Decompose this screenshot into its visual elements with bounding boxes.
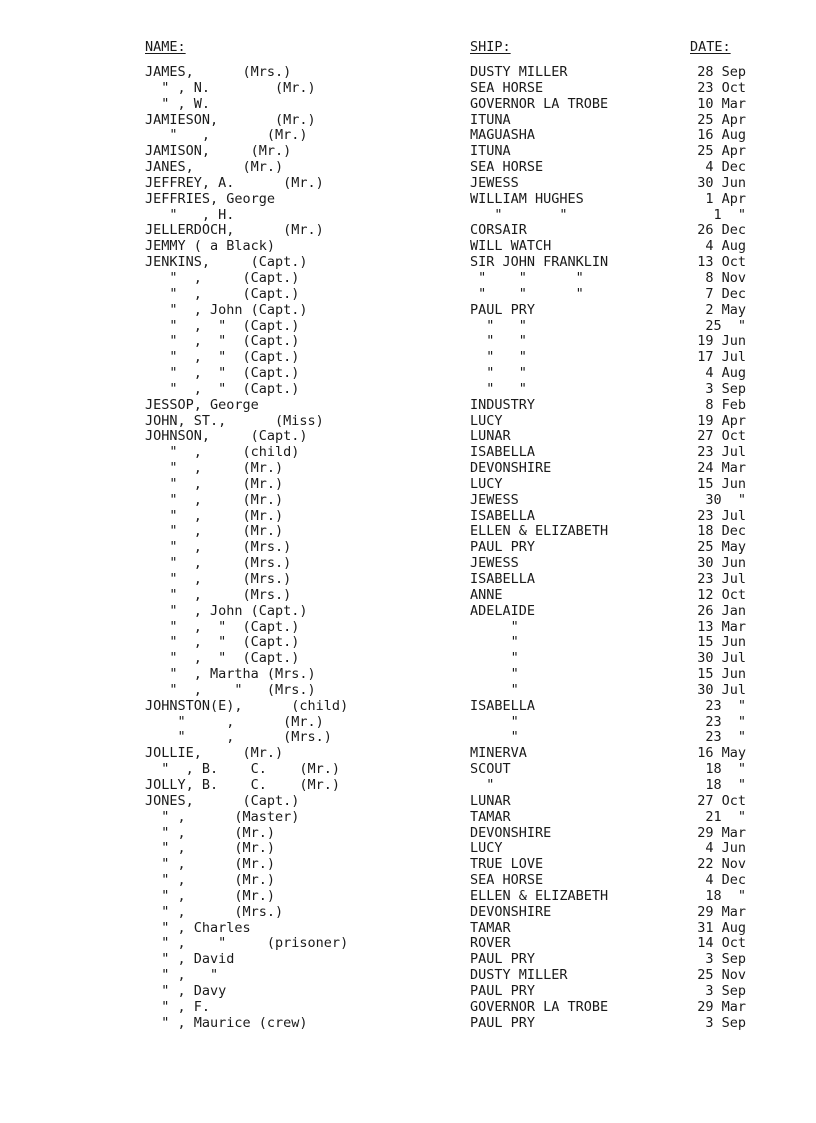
ship-name: SIR JOHN FRANKLIN (470, 254, 609, 271)
passenger-name: " , (Mr.) (145, 824, 276, 841)
table-row (0, 620, 816, 636)
passenger-name: JEFFRIES, George (145, 190, 276, 207)
table-row (0, 81, 816, 97)
ship-name: LUNAR (470, 428, 511, 445)
passenger-name: " , " (Capt.) (145, 365, 300, 382)
arrival-date: 29 Mar (697, 903, 746, 920)
arrival-date: 19 Apr (697, 412, 746, 429)
passenger-name: " , " (145, 967, 219, 984)
ship-name: ISABELLA (470, 697, 536, 714)
passenger-name: " , Martha (Mrs.) (145, 666, 316, 683)
arrival-date: 13 Oct (697, 254, 746, 271)
table-row (0, 588, 816, 604)
ship-name: PAUL PRY (470, 301, 536, 318)
table-row (0, 445, 816, 461)
table-row (0, 746, 816, 762)
arrival-date: 28 Sep (697, 64, 746, 80)
arrival-date: 30 Jun (697, 174, 746, 191)
arrival-date: 23 Jul (697, 571, 746, 587)
table-row (0, 461, 816, 477)
table-row (0, 97, 816, 113)
table-row (0, 857, 816, 873)
arrival-date: 29 Mar (697, 824, 746, 841)
arrival-date: 4 Dec (705, 159, 746, 176)
passenger-name: JOHNSTON(E), (child) (145, 697, 349, 714)
table-row (0, 984, 816, 1000)
table-row (0, 889, 816, 905)
table-row (0, 572, 816, 588)
passenger-name: " , Maurice (crew) (145, 1014, 308, 1031)
ship-name: ADELAIDE (470, 602, 536, 619)
passenger-name: " , (Mrs.) (145, 729, 332, 746)
ship-name: DEVONSHIRE (470, 460, 552, 477)
arrival-date: 23 " (705, 697, 746, 714)
passenger-name: " , (Mr.) (145, 713, 324, 730)
passenger-name: " , (Mr.) (145, 475, 284, 492)
ship-name: ISABELLA (470, 507, 536, 524)
ship-name: LUCY (470, 475, 503, 492)
table-row (0, 350, 816, 366)
ship-name: " (470, 729, 519, 746)
arrival-date: 18 " (705, 776, 746, 793)
ship-name: " (470, 650, 519, 667)
arrival-date: 18 " (705, 887, 746, 904)
table-row (0, 303, 816, 319)
ship-name: ISABELLA (470, 444, 536, 461)
arrival-date: 15 Jun (697, 666, 746, 683)
table-row (0, 841, 816, 857)
arrival-date: 26 Jan (697, 602, 746, 619)
passenger-name: " , W. (145, 95, 211, 112)
passenger-list (0, 65, 816, 1031)
header-ship: SHIP: (470, 39, 511, 55)
ship-name: " (470, 634, 519, 651)
arrival-date: 12 Oct (697, 586, 746, 603)
table-row (0, 382, 816, 398)
ship-name: ELLEN & ELIZABETH (470, 523, 609, 540)
arrival-date: 24 Mar (697, 460, 746, 477)
passenger-name: " , (Mr.) (145, 840, 276, 857)
passenger-name: " , " (Capt.) (145, 349, 300, 366)
arrival-date: 25 May (697, 539, 746, 556)
passenger-name: " , (Mrs.) (145, 539, 292, 556)
passenger-name: JAMIESON, (Mr.) (145, 111, 316, 128)
passenger-name: JELLERDOCH, (Mr.) (145, 222, 324, 239)
arrival-date: 25 Nov (697, 967, 746, 984)
ship-name: CORSAIR (470, 222, 527, 239)
table-row (0, 556, 816, 572)
header-date: DATE: (690, 39, 731, 55)
passenger-name: " , (child) (145, 444, 300, 461)
table-row (0, 730, 816, 746)
table-row (0, 1016, 816, 1032)
ship-name: SEA HORSE (470, 79, 544, 96)
ship-name: GOVERNOR LA TROBE (470, 998, 609, 1015)
passenger-name: JONES, (Capt.) (145, 792, 300, 809)
arrival-date: 25 Apr (697, 143, 746, 160)
arrival-date: 1 " (713, 206, 746, 223)
ship-name: " " (470, 380, 527, 397)
arrival-date: 23 " (705, 713, 746, 730)
arrival-date: 30 Jun (697, 555, 746, 572)
table-row (0, 113, 816, 129)
arrival-date: 18 " (705, 761, 746, 778)
passenger-name: JOHN, ST., (Miss) (145, 412, 324, 429)
passenger-name: " , " (Mrs.) (145, 681, 316, 698)
ship-name: ELLEN & ELIZABETH (470, 887, 609, 904)
ship-name: MAGUASHA (470, 127, 536, 144)
passenger-name: " , " (prisoner) (145, 935, 349, 952)
arrival-date: 19 Jun (697, 333, 746, 350)
table-row (0, 1000, 816, 1016)
ship-name: TAMAR (470, 919, 511, 936)
passenger-name: " , David (145, 951, 235, 968)
arrival-date: 2 May (705, 301, 746, 318)
ship-name: PAUL PRY (470, 951, 536, 968)
arrival-date: 23 Oct (697, 79, 746, 96)
ship-name: LUCY (470, 412, 503, 429)
table-row (0, 509, 816, 525)
arrival-date: 1 Apr (705, 190, 746, 207)
ship-name: JEWESS (470, 174, 519, 191)
arrival-date: 23 Jul (697, 507, 746, 524)
ship-name: " (470, 776, 495, 793)
arrival-date: 4 Dec (705, 872, 746, 889)
table-row (0, 794, 816, 810)
passenger-name: JOLLIE, (Mr.) (145, 745, 284, 762)
arrival-date: 8 Feb (705, 396, 746, 413)
passenger-name: " , (Master) (145, 808, 300, 825)
table-row (0, 334, 816, 350)
arrival-date: 25 " (705, 317, 746, 334)
ship-name: PAUL PRY (470, 982, 536, 999)
ship-name: ISABELLA (470, 571, 536, 587)
arrival-date: 21 " (705, 808, 746, 825)
ship-name: PAUL PRY (470, 1014, 536, 1031)
ship-name: MINERVA (470, 745, 527, 762)
arrival-date: 30 Jul (697, 650, 746, 667)
passenger-name: JENKINS, (Capt.) (145, 254, 308, 271)
ship-name: ANNE (470, 586, 503, 603)
arrival-date: 18 Dec (697, 523, 746, 540)
passenger-name: JOLLY, B. C. (Mr.) (145, 776, 341, 793)
ship-name: " " " (470, 269, 584, 286)
ship-name: " " (470, 333, 527, 350)
passenger-name: " , (Mr.) (145, 460, 284, 477)
table-row (0, 319, 816, 335)
passenger-name: " , (Mr.) (145, 523, 284, 540)
table-row (0, 160, 816, 176)
table-row (0, 952, 816, 968)
passenger-name: " , B. C. (Mr.) (145, 761, 341, 778)
header-name: NAME: (145, 39, 186, 55)
arrival-date: 4 Aug (705, 238, 746, 255)
ship-name: " (470, 681, 519, 698)
table-row (0, 921, 816, 937)
passenger-name: JEFFREY, A. (Mr.) (145, 174, 324, 191)
ship-name: DEVONSHIRE (470, 824, 552, 841)
ship-name: " (470, 713, 519, 730)
passenger-name: JESSOP, George (145, 396, 259, 413)
passenger-name: " , H. (145, 206, 235, 223)
passenger-name: " , (Capt.) (145, 285, 300, 302)
ship-name: " " (470, 365, 527, 382)
arrival-date: 22 Nov (697, 856, 746, 873)
arrival-date: 13 Mar (697, 618, 746, 635)
table-row (0, 715, 816, 731)
table-row (0, 176, 816, 192)
arrival-date: 27 Oct (697, 792, 746, 809)
ship-name: SEA HORSE (470, 159, 544, 176)
arrival-date: 16 May (697, 745, 746, 762)
table-row (0, 968, 816, 984)
arrival-date: 27 Oct (697, 428, 746, 445)
arrival-date: 15 Jun (697, 475, 746, 492)
arrival-date: 23 Jul (697, 444, 746, 461)
table-row (0, 65, 816, 81)
table-row (0, 398, 816, 414)
arrival-date: 3 Sep (705, 380, 746, 397)
table-row (0, 873, 816, 889)
ship-name: ITUNA (470, 143, 511, 160)
table-row (0, 255, 816, 271)
arrival-date: 29 Mar (697, 998, 746, 1015)
arrival-date: 16 Aug (697, 127, 746, 144)
ship-name: ROVER (470, 935, 511, 952)
table-row (0, 287, 816, 303)
ship-name: JEWESS (470, 491, 519, 508)
ship-name: SCOUT (470, 761, 511, 778)
table-row (0, 778, 816, 794)
passenger-name: " , (Mrs.) (145, 903, 284, 920)
table-row (0, 683, 816, 699)
passenger-name: " , " (Capt.) (145, 333, 300, 350)
ship-name: " " (470, 317, 527, 334)
passenger-name: " , " (Capt.) (145, 317, 300, 334)
passenger-name: " , (Mr.) (145, 491, 284, 508)
passenger-name: JAMES, (Mrs.) (145, 64, 292, 80)
arrival-date: 30 " (705, 491, 746, 508)
table-row (0, 651, 816, 667)
passenger-name: " , (Mr.) (145, 887, 276, 904)
table-row (0, 493, 816, 509)
table-row (0, 271, 816, 287)
table-row (0, 905, 816, 921)
ship-name: ITUNA (470, 111, 511, 128)
passenger-name: " , Davy (145, 982, 227, 999)
table-row (0, 635, 816, 651)
table-row (0, 667, 816, 683)
arrival-date: 26 Dec (697, 222, 746, 239)
table-row (0, 429, 816, 445)
table-row (0, 936, 816, 952)
table-row (0, 239, 816, 255)
ship-name: JEWESS (470, 555, 519, 572)
ship-name: " " (470, 349, 527, 366)
passenger-name: " , (Capt.) (145, 269, 300, 286)
arrival-date: 23 " (705, 729, 746, 746)
table-row (0, 810, 816, 826)
passenger-name: " , F. (145, 998, 211, 1015)
table-row (0, 477, 816, 493)
passenger-name: " , John (Capt.) (145, 602, 308, 619)
ship-name: WILLIAM HUGHES (470, 190, 584, 207)
arrival-date: 4 Aug (705, 365, 746, 382)
table-row (0, 128, 816, 144)
ship-name: SEA HORSE (470, 872, 544, 889)
table-row (0, 699, 816, 715)
passenger-name: " , " (Capt.) (145, 650, 300, 667)
passenger-name: " , " (Capt.) (145, 618, 300, 635)
passenger-name: " , " (Capt.) (145, 634, 300, 651)
table-row (0, 524, 816, 540)
arrival-date: 8 Nov (705, 269, 746, 286)
arrival-date: 3 Sep (705, 951, 746, 968)
table-row (0, 826, 816, 842)
ship-name: " " " (470, 285, 584, 302)
ship-name: " " (470, 206, 568, 223)
passenger-name: " , (Mrs.) (145, 586, 292, 603)
ship-name: INDUSTRY (470, 396, 536, 413)
passenger-name: " , Charles (145, 919, 251, 936)
passenger-name: JOHNSON, (Capt.) (145, 428, 308, 445)
table-row (0, 414, 816, 430)
arrival-date: 4 Jun (705, 840, 746, 857)
arrival-date: 3 Sep (705, 1014, 746, 1031)
ship-name: DEVONSHIRE (470, 903, 552, 920)
arrival-date: 10 Mar (697, 95, 746, 112)
passenger-name: JAMISON, (Mr.) (145, 143, 292, 160)
ship-name: WILL WATCH (470, 238, 552, 255)
passenger-name: " , (Mrs.) (145, 571, 292, 587)
passenger-name: " , " (Capt.) (145, 380, 300, 397)
arrival-date: 31 Aug (697, 919, 746, 936)
table-row (0, 208, 816, 224)
table-row (0, 540, 816, 556)
ship-name: LUNAR (470, 792, 511, 809)
ship-name: " (470, 618, 519, 635)
passenger-name: JEMMY ( a Black) (145, 238, 276, 255)
ship-name: TRUE LOVE (470, 856, 544, 873)
arrival-date: 17 Jul (697, 349, 746, 366)
table-row (0, 192, 816, 208)
table-row (0, 604, 816, 620)
arrival-date: 30 Jul (697, 681, 746, 698)
ship-name: TAMAR (470, 808, 511, 825)
table-row (0, 223, 816, 239)
arrival-date: 14 Oct (697, 935, 746, 952)
passenger-name: " , (Mr.) (145, 127, 308, 144)
ship-name: GOVERNOR LA TROBE (470, 95, 609, 112)
ship-name: LUCY (470, 840, 503, 857)
passenger-name: " , N. (Mr.) (145, 79, 316, 96)
arrival-date: 25 Apr (697, 111, 746, 128)
ship-name: PAUL PRY (470, 539, 536, 556)
passenger-name: " , (Mr.) (145, 856, 276, 873)
passenger-name: " , John (Capt.) (145, 301, 308, 318)
arrival-date: 3 Sep (705, 982, 746, 999)
table-row (0, 762, 816, 778)
passenger-name: " , (Mr.) (145, 507, 284, 524)
arrival-date: 7 Dec (705, 285, 746, 302)
table-row (0, 144, 816, 160)
passenger-name: JANES, (Mr.) (145, 159, 284, 176)
ship-name: " (470, 666, 519, 683)
table-row (0, 366, 816, 382)
ship-name: DUSTY MILLER (470, 64, 568, 80)
passenger-name: " , (Mr.) (145, 872, 276, 889)
arrival-date: 15 Jun (697, 634, 746, 651)
passenger-name: " , (Mrs.) (145, 555, 292, 572)
ship-name: DUSTY MILLER (470, 967, 568, 984)
